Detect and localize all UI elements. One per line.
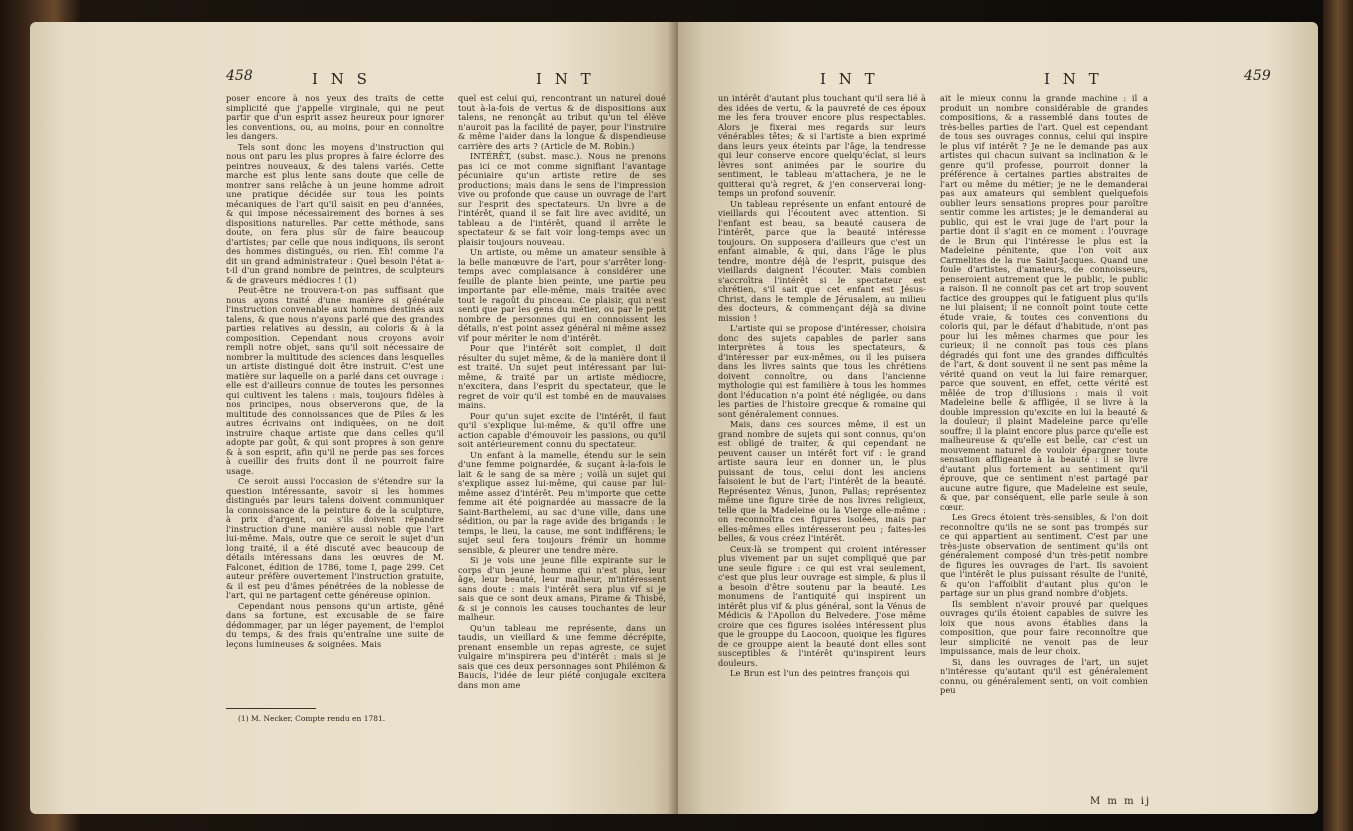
paragraph: poser encore à nos yeux des traits de cette simplicité que j'appelle virginale, qui ne peut partir que d'un esprit assez heureux pour ignorer les conventions, ou, au moins, pour en connoître les dangers. <box>226 93 444 141</box>
paragraph: Tels sont donc les moyens d'instruction qui nous ont paru les plus propres à faire éclorre des peintres nouveaux, & des talens variés. Cette marche est plus lente sans doute que celle de montrer sans relâche à un jeune homme adroit une pratique décidée sur tous les points mécaniques de l'art qu'il saisit en peu d'années, & qui impose nécessairement des bornes à ses dispositions naturelles. Par cette méthode, sans doute, on fera plus sûr de faire beaucoup d'artistes; par celle que nous indiquons, ils seront des hommes distingués, ou rien. Eh! comme l'a dit un grand administrateur : Quel besoin l'état a-t-il d'un grand nombre de peintres, de sculpteurs & de graveurs médiocres ! (1) <box>226 141 444 285</box>
paragraph: Si je vois une jeune fille expirante sur le corps d'un jeune homme qui n'est plus, leur âge, leur beauté, leur malheur, m'intéressent sans doute : mais l'intérêt sera plus vif si je sais que ce sont deux amans, Pirame & Thisbé, & si je connois les causes touchantes de leur malheur. <box>458 555 666 622</box>
paragraph: quel est celui qui, rencontrant un naturel doué tout à-la-fois de vertus & de dispositions aux talens, ne renonçât au tribut qu'un tel élève n'auroit pas la facilité de payer, pour l'instruire & même l'aider dans la longue & dispendieuse carrière des arts ? (Article de M. Robin.) <box>458 93 666 151</box>
right-page <box>678 22 1318 814</box>
left-column-1 <box>226 94 444 650</box>
right-column-2 <box>940 94 1148 697</box>
paragraph: Qu'un tableau me représente, dans un taudis, un vieillard & une femme décrépite, prenant ensemble un repas agreste, ce sujet vulgaire m'inspirera peu d'intérêt : mais si je sais que ces deux personnages sont Philémon & Baucis, l'idée de leur piété conjugale excitera dans mon ame <box>458 622 666 690</box>
paragraph: Les Grecs étoient très-sensibles, & l'on doit reconnoître qu'ils ne se sont pas trompés sur ce qui appartient au sentiment. C'est par une très-juste observation de sentiment qu'ils ont généralement composé d'un très-petit nombre de figures les ouvrages de l'art. Ils savoient que l'intérêt le plus puissant résulte de l'unité, & qu'on l'affoiblit d'autant plus qu'on le partage sur un plus grand nombre d'objets. <box>940 512 1148 598</box>
paragraph: Peut-être ne trouvera-t-on pas suffisant que nous ayons traité d'une manière si générale l'instruction convenable aux hommes destinés aux talens, & que nous n'ayons parlé que des grandes parties relatives au dessin, au coloris & à la composition. Cependant nous croyons avoir rempli notre objet, sans qu'il soit nécessaire de nombrer la multitude des sciences dans lesquelles un artiste distingué doit être instruit. C'est une matière sur laquelle on a parlé dans cet ouvrage : elle est d'ailleurs connue de toutes les personnes qui cultivent les talens : mais, toujours fidèles à nos principes, nous observerons que, de la multitude des connoissances que de Piles & les autres écrivains ont indiquées, on ne doit instruire chaque artiste que dans celles qu'il adopte par goût, & qui sont propres à son genre & à son esprit, afin qu'il ne perde pas ses forces à cueillir des fruits dont il ne pourroit faire usage. <box>226 285 444 476</box>
paragraph: Pour que l'intérêt soit complet, il doit résulter du sujet même, & de la manière dont il est traité. Un sujet peut intéressant par lui-même, & traité par un artiste médiocre, n'excitera, dans l'esprit du spectateur, que le regret de voir qu'il est tombé en de mauvaises mains. <box>458 343 666 410</box>
page-number-right: 459 <box>1244 68 1271 84</box>
paragraph: Cependant nous pensons qu'un artiste, gêné dans sa fortune, est excusable de se faire dédommager, par un léger payement, de l'emploi du temps, & des frais qu'entraîne une suite de leçons lumineuses & soignées. Mais <box>226 600 444 649</box>
left-column-2 <box>458 94 666 691</box>
paragraph: Un enfant à la mamelle, étendu sur le sein d'une femme poignardée, & suçant à-la-fois le lait & le sang de sa mère ; voilà un sujet qui s'explique assez lui-même, qui cause par lui-même assez d'intérêt. Peu m'importe que cette femme ait été poignardée au massacre de la Saint-Barthelemi, au sac d'une ville, dans une sédition, ou par la rage avide des brigands : le temps, le lieu, la cause, me sont indifférens; le sujet seul fera toujours frémir un homme sensible, & pleurer une tendre mère. <box>458 449 666 555</box>
footnote: (1) M. Necker, Compte rendu en 1781. <box>238 714 386 723</box>
footnote-rule <box>226 708 316 709</box>
left-page <box>30 22 678 814</box>
paragraph: Le Brun est l'un des peintres françois qui <box>730 668 910 678</box>
paragraph: L'artiste qui se propose d'intéresser, choisira donc des sujets capables de parler sans interprètes à tous les spectateurs, & d'intéresser par eux-mêmes, ou il les puisera dans les livres saints que tous les chrétiens doivent connoître, ou dans l'ancienne mythologie qui est familière à tous les hommes dont l'éducation n'a point été négligée, ou dans les parties de l'histoire grecque & romaine qui sont généralement connues. <box>718 323 926 419</box>
page-number-left: 458 <box>226 68 253 84</box>
right-column-1 <box>718 94 926 680</box>
paragraph: INTÉRÊT, (subst. masc.). Nous ne prenons pas ici ce mot comme signifiant l'avantage pécuniaire qu'un artiste retire de ses productions; mais dans le sens de l'impression vive ou profonde que cause un ouvrage de l'art sur l'esprit des spectateurs. Un livre a de l'intérêt, quand il se fait lire avec avidité, un tableau a de l'intérêt, quand il arrête le spectateur & se fait voir long-temps avec un plaisir toujours nouveau. <box>458 151 666 247</box>
running-head-left-1: I N S <box>312 70 371 88</box>
paragraph: Pour qu'un sujet excite de l'intérêt, il faut qu'il s'explique lui-même, & qu'il offre une action capable d'émouvoir les passions, ou qu'il soit antérieurement connu du spectateur. <box>458 410 666 449</box>
paragraph: Un artiste, ou même un amateur sensible à la belle manœuvre de l'art, pour s'arrêter long-temps avec complaisance à considérer une feuille de plante bien peinte, une partie peu importante par elle-même, mais traitée avec tout le ragoût du pinceau. Ce plaisir, qui n'est senti que par les gens du métier, ou par le petit nombre de personnes qui en connoissent les détails, n'est point assez général ni même assez vif pour mériter le nom d'intérêt. <box>458 247 666 343</box>
running-head-right-1: I N T <box>820 70 879 88</box>
signature-mark: M m m ij <box>1090 796 1152 807</box>
paragraph: Mais, dans ces sources même, il est un grand nombre de sujets qui sont connus, qu'on est obligé de traiter, & qui cependant ne peuvent causer un intérêt fort vif : le grand artiste saura leur en donner un, le plus puissant de tous, celui dont les anciens faisoient le but de l'art; l'intérêt de la beauté. Représentez Vénus, Junon, Pallas; représentez même une figure tirée de nos livres religieux, telle que la Madeleine ou la Vierge elle-même : on reconnoîtra ces figures isolées, mais par elles-mêmes elles intéresseront peu ; faites-les belles, & vous créez l'intérêt. <box>718 419 926 543</box>
paragraph: Un tableau représente un enfant entouré de vieillards qui l'écoutent avec attention. Si l'enfant est beau, sa beauté causera de l'intérêt, parce que la beauté intéresse toujours. On supposera d'ailleurs que c'est un enfant aimable, & qui, dans l'âge le plus tendre, montre déjà de l'esprit, puisque des vieillards daignent l'écouter. Mais combien s'accroîtra l'intérêt si le spectateur est chrétien, s'il sait que cet enfant est Jésus-Christ, dans le temple de Jérusalem, au milieu des docteurs, & commençant déjà sa divine mission ! <box>718 198 926 323</box>
running-head-left-2: I N T <box>536 70 595 88</box>
paragraph: Ceux-là se trompent qui croient intéresser plus vivement par un sujet compliqué que par une seule figure : ce qui est vrai seulement, c'est que plus leur ouvrage est simple, & plus il a besoin d'être soutenu par la beauté. Les monumens de l'antiquité qui inspirent un intérêt plus vif & plus général, sont la Vénus de Médicis & l'Apollon du Belvedere. J'ose même croire que ces figures isolées intéressent plus que le grouppe du Laocoon, quoique les figures de ce grouppe aient la beauté dont elles sont susceptibles & l'intérêt qu'inspirent leurs douleurs. <box>718 543 926 668</box>
paragraph: un intérêt d'autant plus touchant qu'il sera lié à des idées de vertu, & la pauvreté de ces époux me les fera trouver encore plus respectables. Alors je fixerai mes regards sur leurs vénérables têtes; & si l'artiste a bien exprimé dans leurs yeux éteints par l'âge, la tendresse qui leur conserve encore quelqu'éclat, si leurs lèvres sont animées par le sourire du sentiment, le tableau m'attachera, je ne le quitterai qu'à regret, & j'en conserverai long-temps un profond souvenir. <box>718 93 926 198</box>
running-head-right-2: I N T <box>1044 70 1103 88</box>
paragraph: Ils semblent n'avoir prouvé par quelques ouvrages qu'ils étoient capables de suivre les loix que nous avons établies dans la composition, que pour faire reconnoître que leur simplicité ne venoit pas de leur impuissance, mais de leur choix. <box>940 598 1148 656</box>
book-edge <box>1323 0 1353 831</box>
paragraph: ait le mieux connu la grande machine : il a produit un nombre considérable de grandes compositions, & a rassemblé dans toutes de très-belles parties de l'art. Quel est cependant de tous ses ouvrages connus, celui qui inspire le plus vif intérêt ? Je ne le demande pas aux artistes qui chacun suivant sa inclination & le genre qu'il professe, pourroit donner la préférence à certaines parties abstraites de l'art ou même du métier; je ne le demanderai pas aux amateurs qui semblent quelquefois oublier leurs sensations propres pour paroître sentir comme les artistes; je le demanderai au public, qui est le vrai juge de l'art pour la partie dont il s'agit en ce moment : l'ouvrage de le Brun qui l'intéresse le plus est la Madeleine pénitente, que l'on voit aux Carmelites de la rue Saint-Jacques. Quand une foule d'artistes, d'amateurs, de connoisseurs, penseroient autrement que le public, le public a raison. Il ne connoît pas cet art trop souvent factice des grouppes qui le fatiguent plus qu'ils ne lui plaisent; il ne connoît point toute cette étude vraie, & toutes ces conventions du coloris qui, par le défaut d'habitude, n'ont pas pour lui les mêmes charmes que pour les curieux; il ne connoît pas tous ces plans dégradés qui font une des grandes difficultés de l'art, & dont souvent il ne sent pas même la vérité quand on veut la lui faire remarquer, parce que souvent, en effet, cette vérité est mêlée de trop d'illusions : mais il voit Madeleine belle & affligée, il se livre à la double impression qu'excite en lui la beauté & la douleur; il plaint Madeleine parce qu'elle souffre; il la plaint encore plus parce qu'elle est malheureuse & qu'elle est belle, car c'est un mouvement naturel de vouloir épargner toute sensation affligeante à la beauté : il se livre d'autant plus fortement au sentiment qu'il éprouve, que ce sentiment n'est partagé par aucune autre figure, que Madeleine est seule, & que, par conséquent, elle parle seule à son cœur. <box>940 93 1148 512</box>
paragraph: Si, dans les ouvrages de l'art, un sujet n'intéresse qu'autant qu'il est généralement connu, ou généralement senti, on voit combien peu <box>940 656 1148 695</box>
paragraph: Ce seroit aussi l'occasion de s'étendre sur la question intéressante, savoir si les hommes distingués par leurs talens doivent communiquer la connoissance de la peinture & de la sculpture, à prix d'argent, ou s'ils doivent répandre l'instruction d'une manière aussi noble que l'art lui-même. Mais, outre que ce seroit le sujet d'un long traité, il a été discuté avec beaucoup de détails intéressans dans les œuvres de M. Falconet, édition de 1786, tome I, page 299. Cet auteur préfère ouvertement l'instruction gratuite, & il est peu d'âmes pénétrées de la noblesse de l'art, qui ne partagent cette généreuse opinion. <box>226 476 444 600</box>
